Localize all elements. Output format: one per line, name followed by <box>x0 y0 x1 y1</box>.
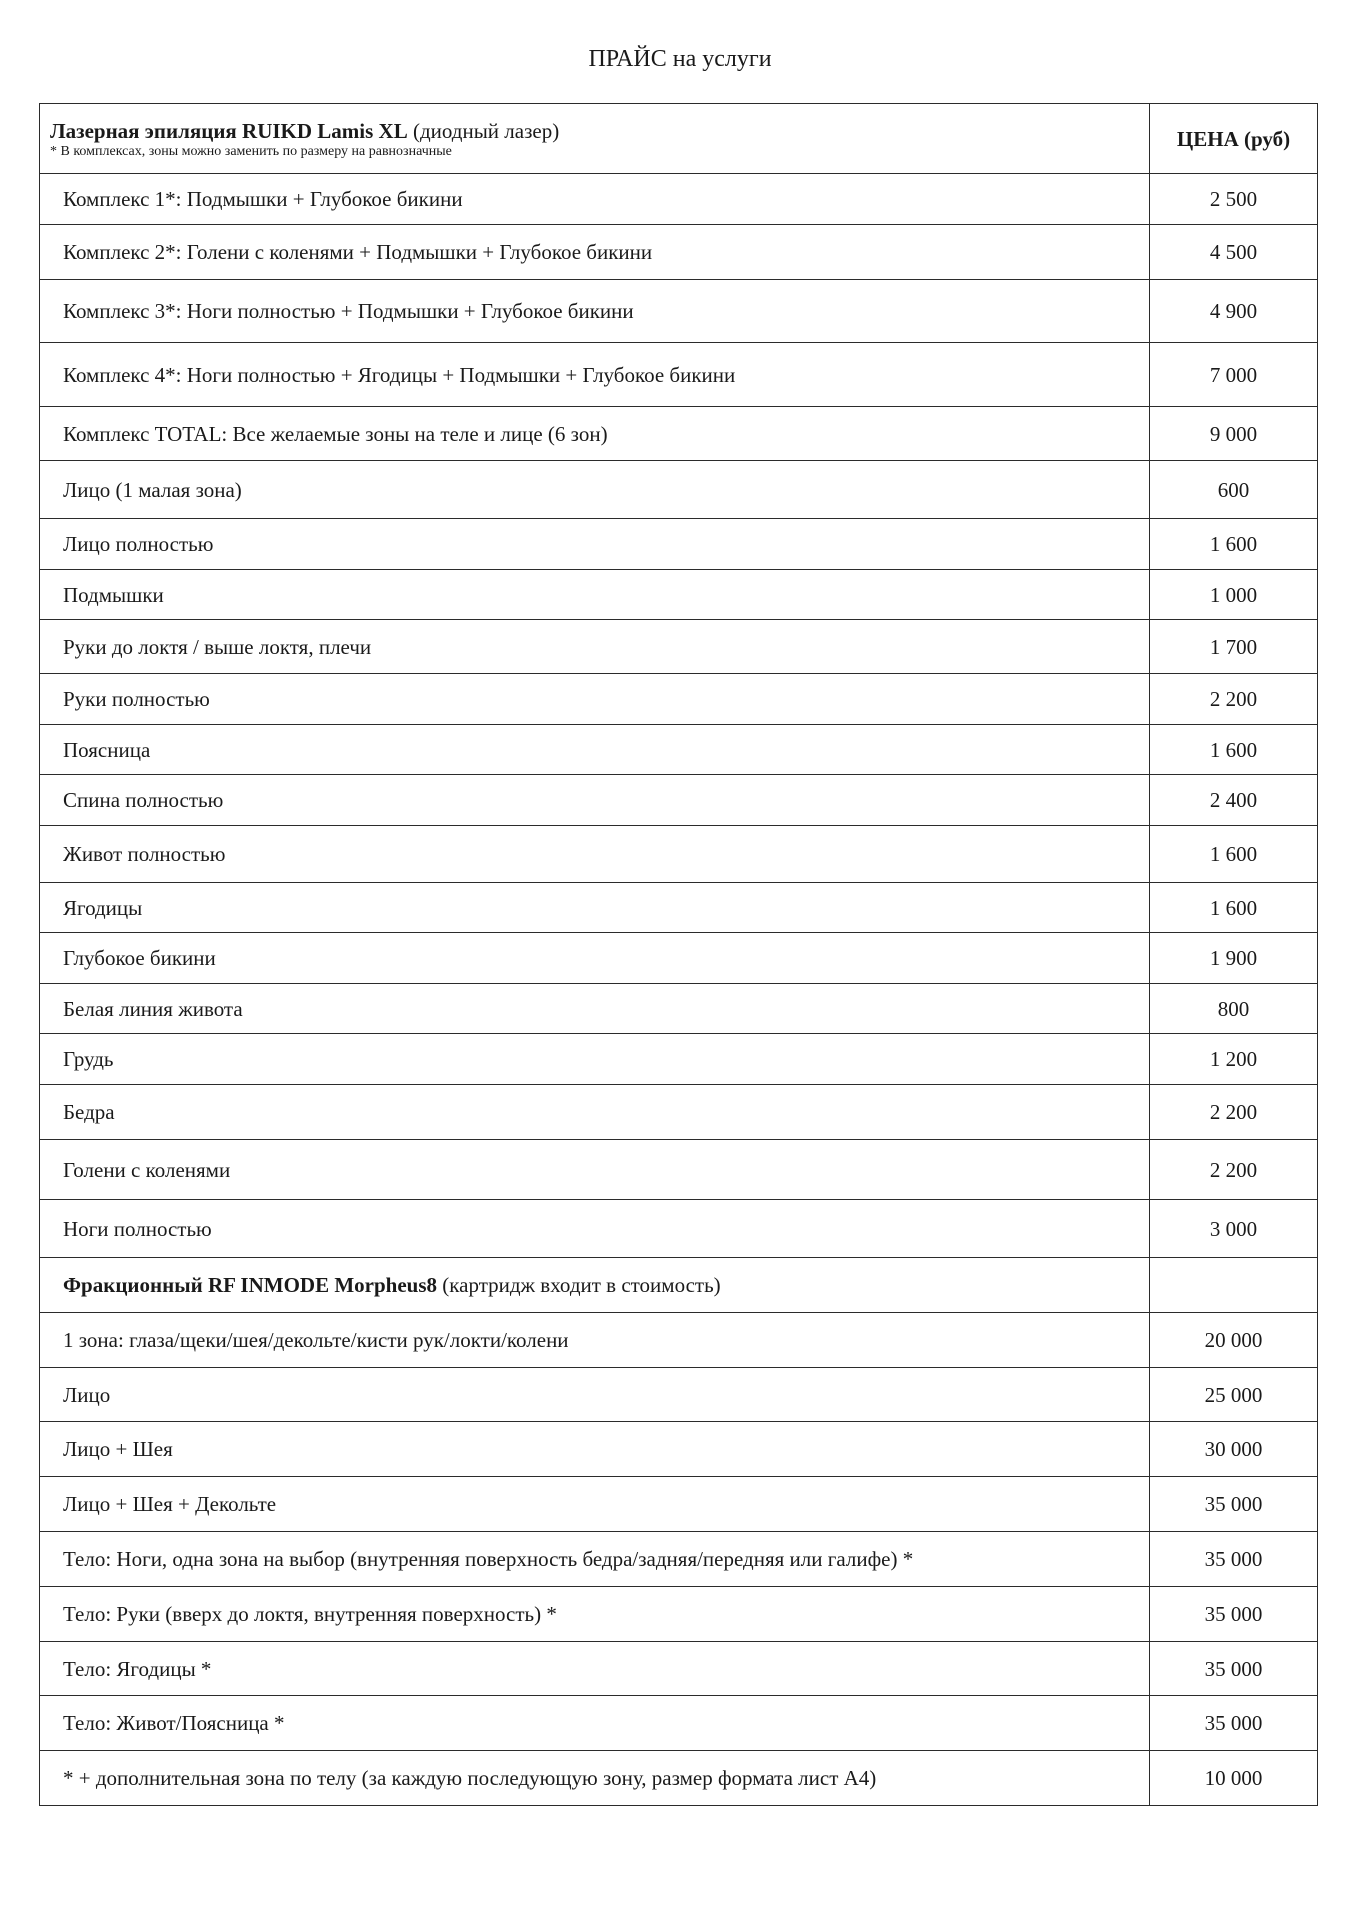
service-price: 7 000 <box>1150 343 1318 407</box>
laser-service-row <box>40 1200 1318 1258</box>
table-header-row <box>40 104 1318 174</box>
page-title: ПРАЙС на услуги <box>588 46 772 72</box>
laser-service-row <box>40 461 1318 519</box>
rf-section-price-empty <box>1150 1258 1318 1313</box>
laser-service-row <box>40 1140 1318 1200</box>
service-price: 600 <box>1150 461 1318 519</box>
service-price: 1 200 <box>1150 1034 1318 1085</box>
service-name: Комплекс 2*: Голени с коленями + Подмышки + Глубокое бикини <box>40 225 1150 280</box>
laser-section-note: * В комплексах, зоны можно заменить по размеру на равнозначные <box>50 143 452 159</box>
service-price: 35 000 <box>1150 1477 1318 1532</box>
service-price: 35 000 <box>1150 1642 1318 1696</box>
rf-section-header-row <box>40 1258 1318 1313</box>
service-name: Бедра <box>40 1085 1150 1140</box>
service-price: 2 200 <box>1150 674 1318 725</box>
service-price: 35 000 <box>1150 1587 1318 1642</box>
service-price: 800 <box>1150 984 1318 1034</box>
service-price: 35 000 <box>1150 1696 1318 1751</box>
laser-section-subtitle: (диодный лазер) <box>407 118 560 143</box>
laser-service-row <box>40 280 1318 343</box>
service-price: 1 600 <box>1150 826 1318 883</box>
service-name: Руки до локтя / выше локтя, плечи <box>40 620 1150 674</box>
service-price: 2 500 <box>1150 174 1318 225</box>
laser-service-row <box>40 775 1318 826</box>
rf-service-row <box>40 1751 1318 1806</box>
price-table <box>39 103 1318 1806</box>
laser-service-row <box>40 570 1318 620</box>
service-name: Тело: Ягодицы * <box>40 1642 1150 1696</box>
service-price: 3 000 <box>1150 1200 1318 1258</box>
service-price: 25 000 <box>1150 1368 1318 1422</box>
service-name: Голени с коленями <box>40 1140 1150 1200</box>
service-name: 1 зона: глаза/щеки/шея/декольте/кисти рук/локти/колени <box>40 1313 1150 1368</box>
service-name: Лицо <box>40 1368 1150 1422</box>
service-name: Ноги полностью <box>40 1200 1150 1258</box>
price-column-header: ЦЕНА (руб) <box>1150 104 1318 174</box>
service-name: Комплекс 3*: Ноги полностью + Подмышки + Глубокое бикини <box>40 280 1150 343</box>
service-name: Белая линия живота <box>40 984 1150 1034</box>
service-price: 9 000 <box>1150 407 1318 461</box>
service-name: Комплекс 4*: Ноги полностью + Ягодицы + Подмышки + Глубокое бикини <box>40 343 1150 407</box>
service-name: Тело: Живот/Поясница * <box>40 1696 1150 1751</box>
service-name: Лицо полностью <box>40 519 1150 570</box>
service-price: 1 600 <box>1150 519 1318 570</box>
service-price: 1 600 <box>1150 883 1318 933</box>
service-name: Комплекс TOTAL: Все желаемые зоны на теле и лице (6 зон) <box>40 407 1150 461</box>
rf-section-title: Фракционный RF INMODE Morpheus8 <box>63 1273 438 1297</box>
service-name: Тело: Руки (вверх до локтя, внутренняя поверхность) * <box>40 1587 1150 1642</box>
service-price: 4 500 <box>1150 225 1318 280</box>
laser-service-row <box>40 984 1318 1034</box>
service-price: 4 900 <box>1150 280 1318 343</box>
rf-service-row <box>40 1642 1318 1696</box>
laser-service-row <box>40 620 1318 674</box>
laser-service-row <box>40 407 1318 461</box>
laser-service-row <box>40 674 1318 725</box>
service-price: 2 200 <box>1150 1140 1318 1200</box>
rf-service-row <box>40 1696 1318 1751</box>
laser-service-row <box>40 826 1318 883</box>
rf-service-row <box>40 1477 1318 1532</box>
laser-service-row <box>40 174 1318 225</box>
service-name: Лицо + Шея + Декольте <box>40 1477 1150 1532</box>
service-name: Лицо + Шея <box>40 1422 1150 1477</box>
laser-service-row <box>40 933 1318 984</box>
laser-service-row <box>40 225 1318 280</box>
service-name: * + дополнительная зона по телу (за каждую последующую зону, размер формата лист А4) <box>40 1751 1150 1806</box>
service-name: Подмышки <box>40 570 1150 620</box>
service-name: Грудь <box>40 1034 1150 1085</box>
laser-service-row <box>40 1034 1318 1085</box>
service-name: Руки полностью <box>40 674 1150 725</box>
laser-service-row <box>40 725 1318 775</box>
service-price: 35 000 <box>1150 1532 1318 1587</box>
service-name: Глубокое бикини <box>40 933 1150 984</box>
service-price: 10 000 <box>1150 1751 1318 1806</box>
rf-service-row <box>40 1587 1318 1642</box>
service-price: 1 000 <box>1150 570 1318 620</box>
laser-service-row <box>40 883 1318 933</box>
service-price: 20 000 <box>1150 1313 1318 1368</box>
rf-service-row <box>40 1532 1318 1587</box>
rf-section-subtitle: (картридж входит в стоимость) <box>437 1273 721 1297</box>
service-price: 2 400 <box>1150 775 1318 826</box>
rf-service-row <box>40 1368 1318 1422</box>
rf-service-row <box>40 1313 1318 1368</box>
rf-section-header <box>40 1258 1150 1313</box>
service-name: Живот полностью <box>40 826 1150 883</box>
service-price: 1 700 <box>1150 620 1318 674</box>
service-price: 1 600 <box>1150 725 1318 775</box>
service-price: 30 000 <box>1150 1422 1318 1477</box>
service-name: Лицо (1 малая зона) <box>40 461 1150 519</box>
laser-service-row <box>40 1085 1318 1140</box>
service-name: Ягодицы <box>40 883 1150 933</box>
laser-section-title: Лазерная эпиляция RUIKD Lamis XL <box>50 118 408 143</box>
laser-section-header <box>40 104 1150 174</box>
laser-service-row <box>40 343 1318 407</box>
service-name: Поясница <box>40 725 1150 775</box>
service-name: Спина полностью <box>40 775 1150 826</box>
laser-service-row <box>40 519 1318 570</box>
service-name: Комплекс 1*: Подмышки + Глубокое бикини <box>40 174 1150 225</box>
service-price: 2 200 <box>1150 1085 1318 1140</box>
service-price: 1 900 <box>1150 933 1318 984</box>
service-name: Тело: Ноги, одна зона на выбор (внутренняя поверхность бедра/задняя/передняя или галифе) * <box>40 1532 1150 1587</box>
rf-service-row <box>40 1422 1318 1477</box>
